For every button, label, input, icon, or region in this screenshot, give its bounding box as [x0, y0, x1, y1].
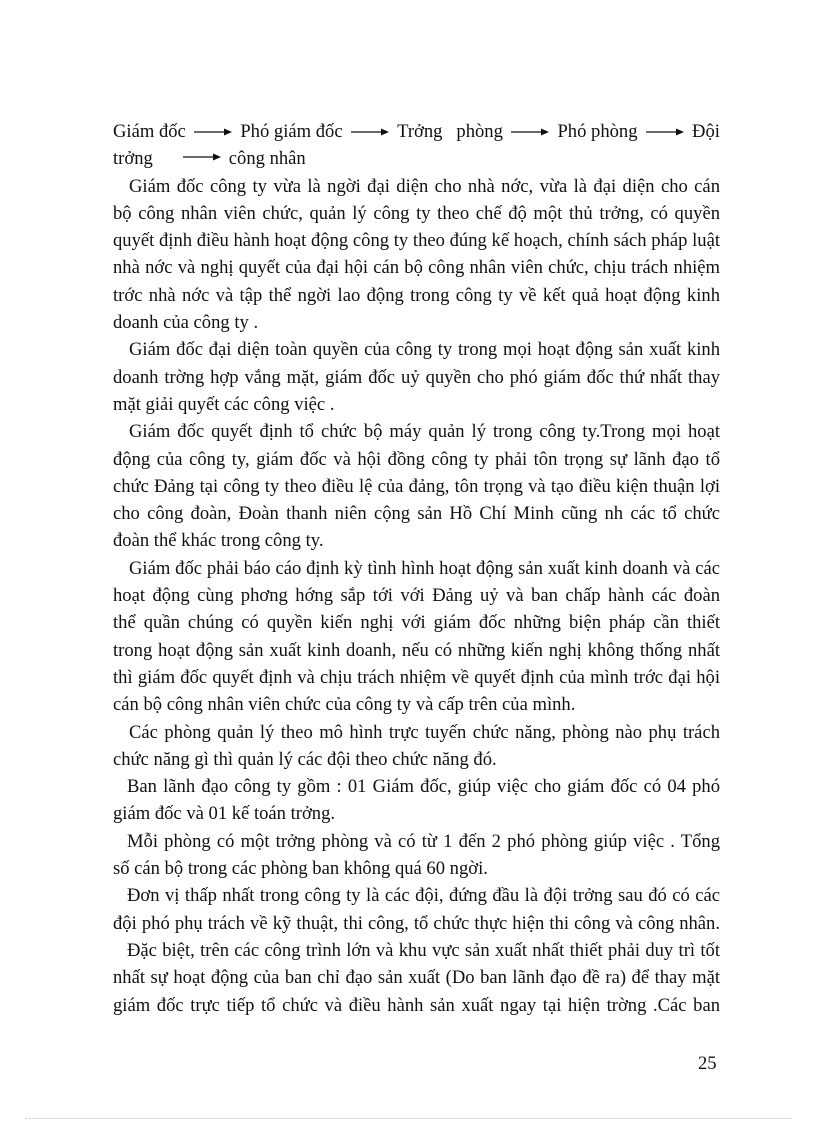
right-arrow-icon: [183, 143, 221, 163]
text-line: giám đốc và 01 kế toán trởng.: [113, 803, 336, 825]
text-line: đoàn thể khác trong công ty.: [113, 530, 324, 552]
text-line: số cán bộ trong các phòng ban không quá 60 ngời.: [113, 858, 488, 880]
paragraph: [113, 828, 720, 883]
text-line: hoạt động cùng phơng hớng sắp tới với Đảng uỷ và ban chấp hành các đoàn: [113, 585, 720, 607]
text-line: Giám đốc đại diện toàn quyền của công ty trong mọi hoạt động sản xuất kinh: [129, 339, 720, 361]
text-line: quyết định điều hành hoạt động công ty theo đúng kế hoạch, chính sách pháp luật: [113, 230, 720, 252]
text-line: Mỗi phòng có một trởng phòng và có từ 1 đến 2 phó phòng giúp việc . Tổng: [127, 830, 720, 852]
text-line: thể quần chúng có quyền kiến nghị với giám đốc những biện pháp cần thiết: [113, 612, 720, 634]
right-arrow-icon: [646, 127, 684, 137]
text-line: chức Đảng tại công ty theo điều lệ của đảng, tôn trọng và tạo điều kiện thuận lợi: [113, 475, 720, 497]
text-line: doanh của công ty .: [113, 312, 259, 334]
flow-item-deputy-director: Phó giám đốc: [240, 121, 343, 142]
text-line: động của công ty, giám đốc và hội đồng công ty phải tôn trọng sự lãnh đạo tổ: [113, 448, 720, 470]
paragraph: [113, 555, 720, 719]
flow-item-department-head: Trởng phòng: [397, 121, 503, 142]
text-line: chức năng gì thì quản lý các đội theo chức năng đó.: [113, 748, 497, 770]
paragraph: [113, 773, 720, 828]
text-line: Ban lãnh đạo công ty gồm : 01 Giám đốc, giúp việc cho giám đốc có 04 phó: [127, 776, 720, 798]
paragraph: [113, 336, 720, 418]
right-arrow-icon: [511, 127, 549, 137]
org-flow-line: [113, 118, 720, 145]
text-line: Giám đốc công ty vừa là ngời đại diện cho nhà nớc, vừa là đại diện cho cán: [129, 175, 720, 197]
paragraph: [113, 937, 720, 1019]
flow-item-workers: công nhân: [228, 148, 306, 170]
right-arrow-icon: [194, 127, 232, 137]
flow-item-director: Giám đốc: [113, 121, 186, 142]
text-line: cho công đoàn, Đoàn thanh niên cộng sản Hồ Chí Minh cũng nh các tổ chức: [113, 503, 720, 525]
text-line: giám đốc trực tiếp tổ chức và điều hành sản xuất ngay tại hiện trờng .Các ban: [113, 994, 720, 1016]
page-bottom-border: [25, 1118, 791, 1119]
text-line: nhất sự hoạt động của ban chỉ đạo sản xuất (Do ban lãnh đạo đề ra) để thay mặt: [113, 967, 720, 989]
text-line: nhà nớc và nghị quyết của đại hội cán bộ công nhân viên chức, chịu trách nhiệm: [113, 257, 720, 279]
text-line: trong hoạt động sản xuất kinh doanh, nếu có những kiến nghị không thống nhất: [113, 639, 720, 661]
text-line: Đơn vị thấp nhất trong công ty là các đội, đứng đầu là đội trởng sau đó có các: [127, 885, 720, 907]
right-arrow-icon: [351, 127, 389, 137]
text-line: Giám đốc quyết định tổ chức bộ máy quản lý trong công ty.Trong mọi hoạt: [129, 421, 720, 443]
text-line: mặt giải quyết các công việc .: [113, 393, 335, 415]
text-line: trớc nhà nớc và tập thể ngời lao động trong công ty về kết quả hoạt động kinh: [113, 284, 720, 306]
flow-item-team-leader: trởng: [113, 148, 153, 170]
paragraph: [113, 418, 720, 554]
flow-item-deputy-head: Phó phòng: [557, 121, 638, 142]
flow-item-team: Đội: [692, 121, 720, 142]
paragraph: [113, 173, 720, 337]
text-line: cán bộ công nhân viên chức của công ty và cấp trên của mình.: [113, 694, 576, 716]
org-flow-line-2: [113, 145, 720, 172]
text-line: Đặc biệt, trên các công trình lớn và khu vực sản xuất nhất thiết phải duy trì tốt: [127, 939, 720, 961]
text-line: Giám đốc phải báo cáo định kỳ tình hình hoạt động sản xuất kinh doanh và các: [129, 557, 720, 579]
text-line: thì giám đốc quyết định và chịu trách nhiệm về quyết định của mình trớc đại hội: [113, 666, 720, 688]
page-number: 25: [698, 1053, 717, 1074]
paragraph: [113, 719, 720, 774]
text-line: bộ công nhân viên chức, quản lý công ty theo chế độ một thủ trởng, có quyền: [113, 202, 720, 224]
text-line: doanh trờng hợp vắng mặt, giám đốc uỷ quyền cho phó giám đốc thứ nhất thay: [113, 366, 720, 388]
paragraph: [113, 882, 720, 937]
text-line: đội phó phụ trách về kỹ thuật, thi công, tổ chức thực hiện thi công và công nhân.: [113, 912, 720, 934]
body-text: [113, 118, 720, 1019]
text-line: Các phòng quản lý theo mô hình trực tuyến chức năng, phòng nào phụ trách: [129, 721, 720, 743]
